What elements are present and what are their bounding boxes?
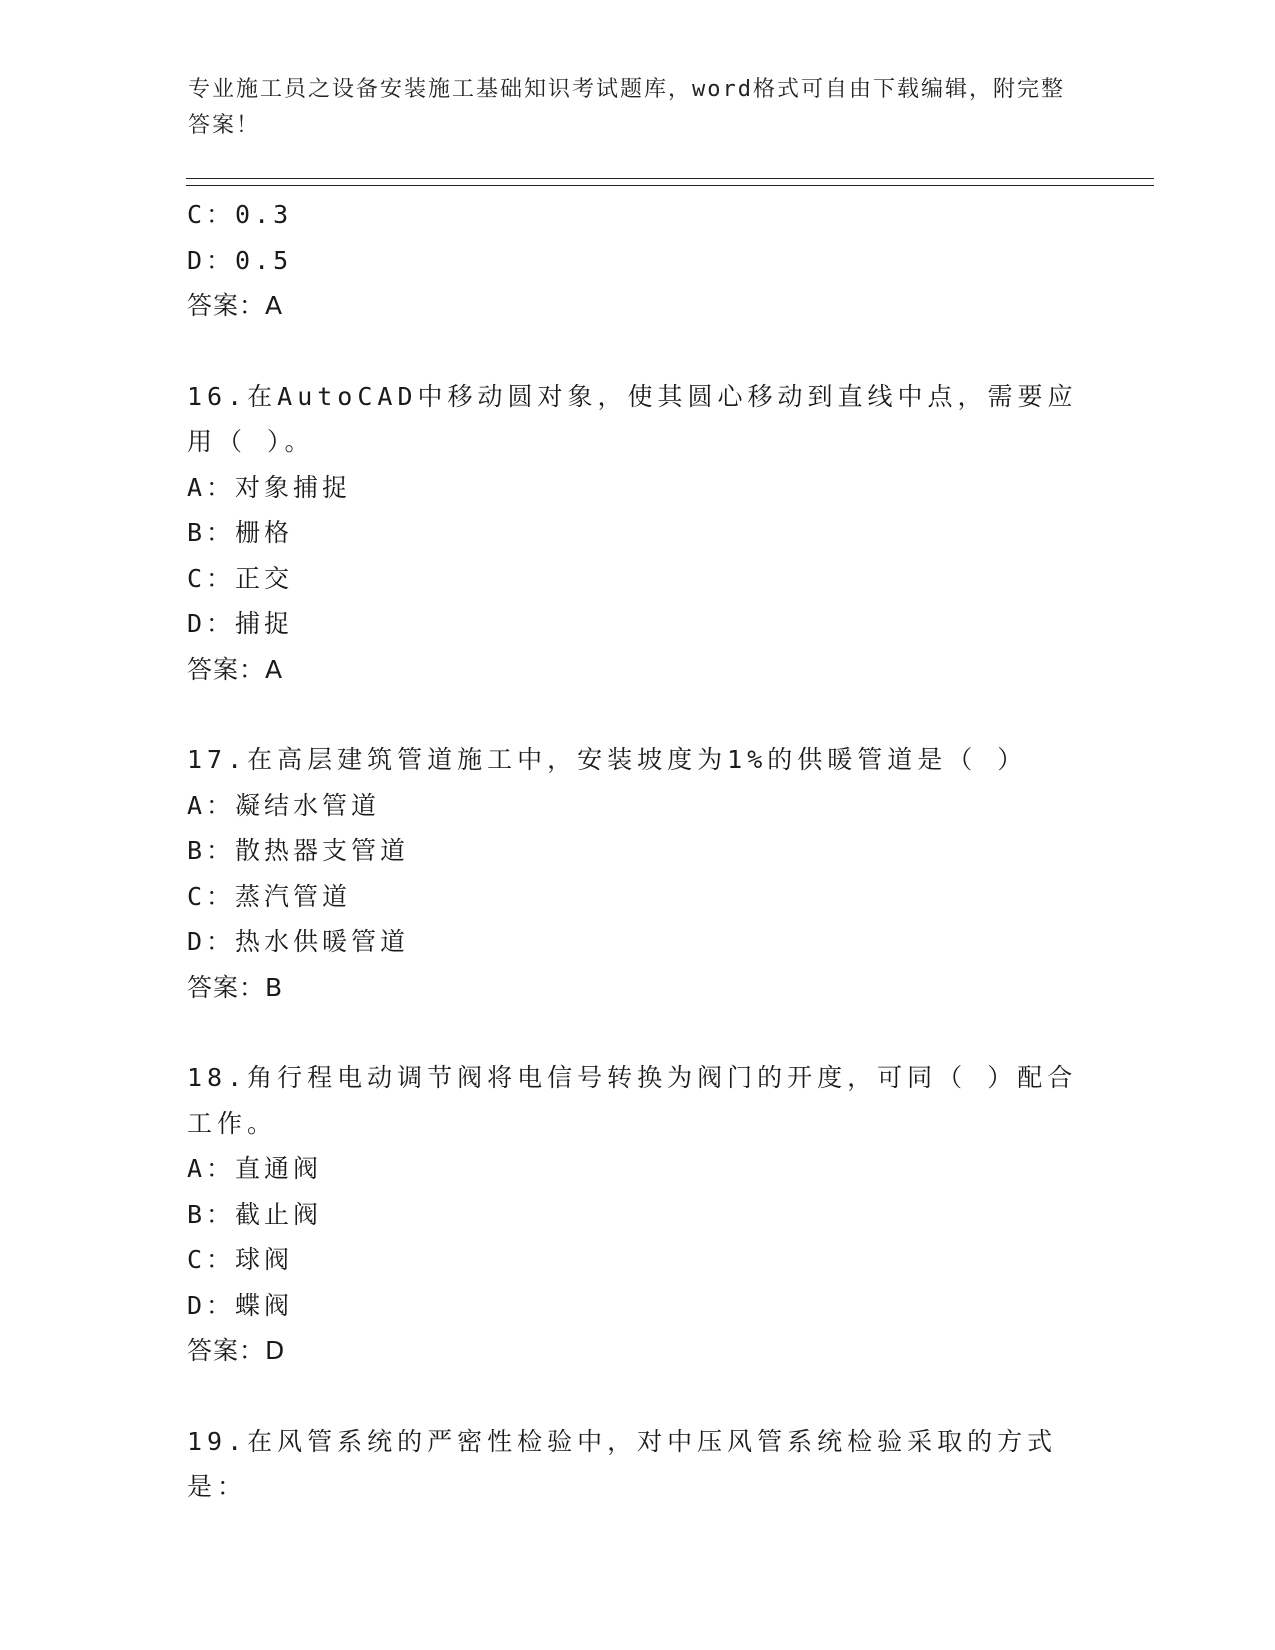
option-b: B：截止阀	[187, 1199, 323, 1229]
option-c: C：球阀	[187, 1245, 294, 1274]
option-a: A：直通阀	[187, 1154, 323, 1183]
question-text: 19.在风管系统的严密性检验中，对中压风管系统检验采取的方式是：	[187, 1426, 1058, 1501]
document-body	[187, 192, 1087, 1510]
question-text: 17.在高层建筑管道施工中，安装坡度为1%的供暖管道是（ ）	[187, 745, 1028, 774]
spacer	[187, 329, 1087, 374]
header-divider	[186, 178, 1154, 186]
option-d: D：蝶阀	[187, 1290, 294, 1320]
spacer	[187, 1374, 1087, 1419]
option-c: C：0.3	[187, 200, 293, 229]
option-c: C：蒸汽管道	[187, 881, 352, 911]
question-block-18	[187, 1055, 1087, 1374]
option-d: D：捕捉	[187, 609, 294, 638]
answer-line: 答案：A	[187, 654, 284, 684]
answer-line: 答案：A	[187, 291, 284, 320]
question-block-17	[187, 737, 1087, 1010]
option-a: A：对象捕捉	[187, 472, 352, 502]
partial-question-block	[187, 192, 1087, 329]
question-text: 18.角行程电动调节阀将电信号转换为阀门的开度，可同（ ）配合工作。	[187, 1063, 1078, 1138]
option-b: B：栅格	[187, 518, 294, 547]
page-header: 专业施工员之设备安装施工基础知识考试题库，word格式可自由下载编辑，附完整答案！	[188, 77, 1065, 138]
option-d: D：0.5	[187, 245, 293, 275]
spacer	[187, 692, 1087, 737]
answer-line: 答案：D	[187, 1336, 286, 1365]
option-b: B：散热器支管道	[187, 836, 410, 865]
answer-line: 答案：B	[187, 972, 284, 1002]
option-c: C：正交	[187, 563, 294, 593]
spacer	[187, 1010, 1087, 1055]
question-text: 16.在AutoCAD中移动圆对象，使其圆心移动到直线中点，需要应用（ ）。	[187, 381, 1078, 456]
question-block-16	[187, 374, 1087, 693]
option-d: D：热水供暖管道	[187, 927, 410, 956]
question-block-19	[187, 1419, 1087, 1510]
option-a: A：凝结水管道	[187, 790, 381, 820]
